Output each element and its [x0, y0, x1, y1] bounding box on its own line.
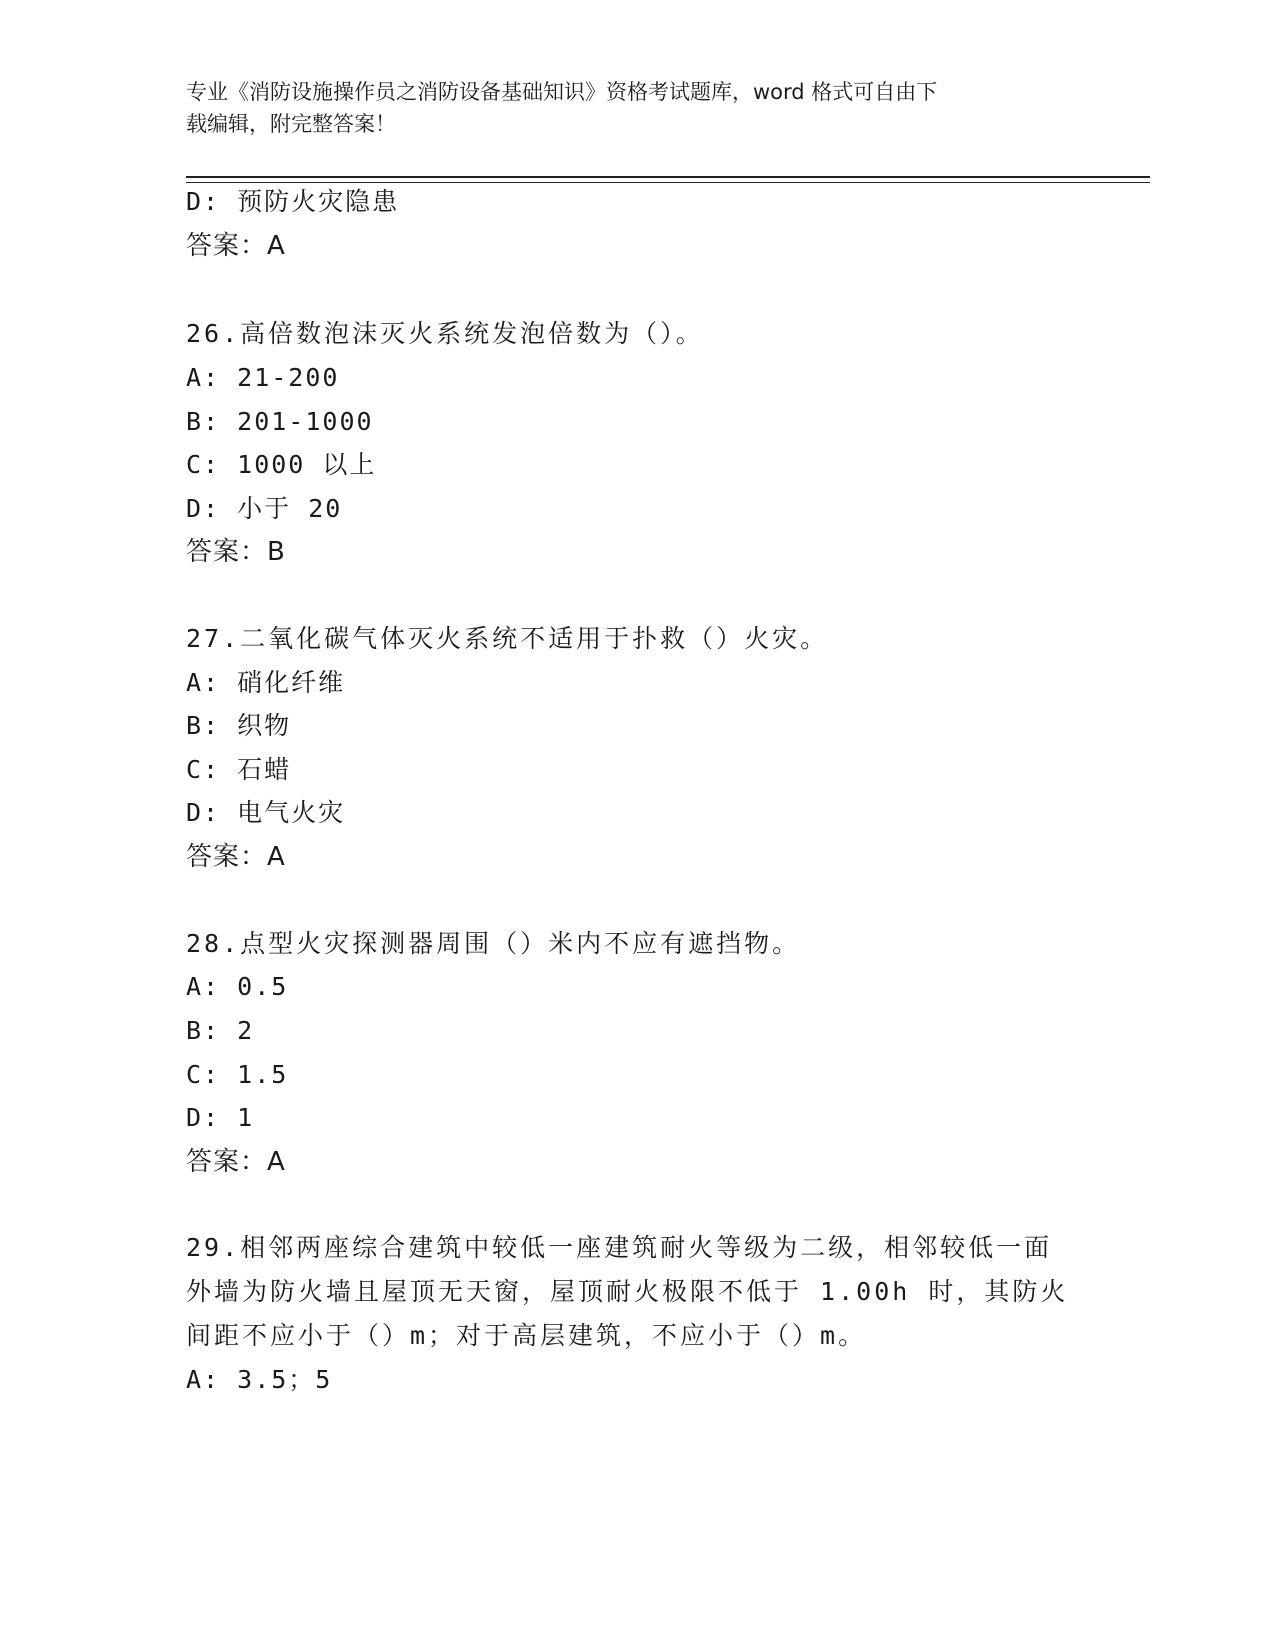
question-26-answer: 答案：B	[186, 537, 286, 567]
question-28-option-a: A: 0.5	[186, 972, 289, 1001]
question-26-stem: 26.高倍数泡沫灭火系统发泡倍数为（）。	[186, 319, 704, 348]
question-29-stem-line-2: 外墙为防火墙且屋顶无天窗，屋顶耐火极限不低于 1.00h 时，其防火	[186, 1277, 1069, 1306]
question-26-option-c: C: 1000 以上	[186, 450, 377, 479]
question-27-answer: 答案：A	[186, 842, 286, 872]
question-26-option-a: A: 21-200	[186, 363, 340, 392]
question-29-option-a: A: 3.5；5	[186, 1365, 333, 1394]
prev-option-d: D: 预防火灾隐患	[186, 187, 400, 216]
question-28-option-b: B: 2	[186, 1016, 255, 1045]
question-27-option-d: D: 电气火灾	[186, 798, 346, 827]
question-27-option-a: A: 硝化纤维	[186, 668, 346, 697]
question-26-option-d: D: 小于 20	[186, 494, 343, 523]
question-29-stem-line-1: 29.相邻两座综合建筑中较低一座建筑耐火等级为二级，相邻较低一面	[186, 1233, 1053, 1262]
header-divider-thick	[186, 176, 1150, 178]
question-27-option-b: B: 织物	[186, 711, 292, 740]
question-28-stem: 28.点型火灾探测器周围（）米内不应有遮挡物。	[186, 929, 801, 958]
document-header	[186, 76, 1066, 140]
question-27-option-c: C: 石蜡	[186, 755, 292, 784]
prev-answer: 答案：A	[186, 231, 286, 261]
question-28-option-c: C: 1.5	[186, 1060, 289, 1089]
question-26-option-b: B: 201-1000	[186, 407, 374, 436]
question-28-answer: 答案：A	[186, 1147, 286, 1177]
question-29-stem-line-3: 间距不应小于（）m；对于高层建筑，不应小于（）m。	[186, 1321, 867, 1350]
header-line-1: 专业《消防设施操作员之消防设备基础知识》资格考试题库，word 格式可自由下	[186, 80, 938, 104]
question-28-option-d: D: 1	[186, 1103, 255, 1132]
header-line-2: 载编辑，附完整答案！	[186, 112, 396, 136]
question-27-stem: 27.二氧化碳气体灭火系统不适用于扑救（）火灾。	[186, 624, 829, 653]
header-divider-thin	[186, 182, 1150, 183]
